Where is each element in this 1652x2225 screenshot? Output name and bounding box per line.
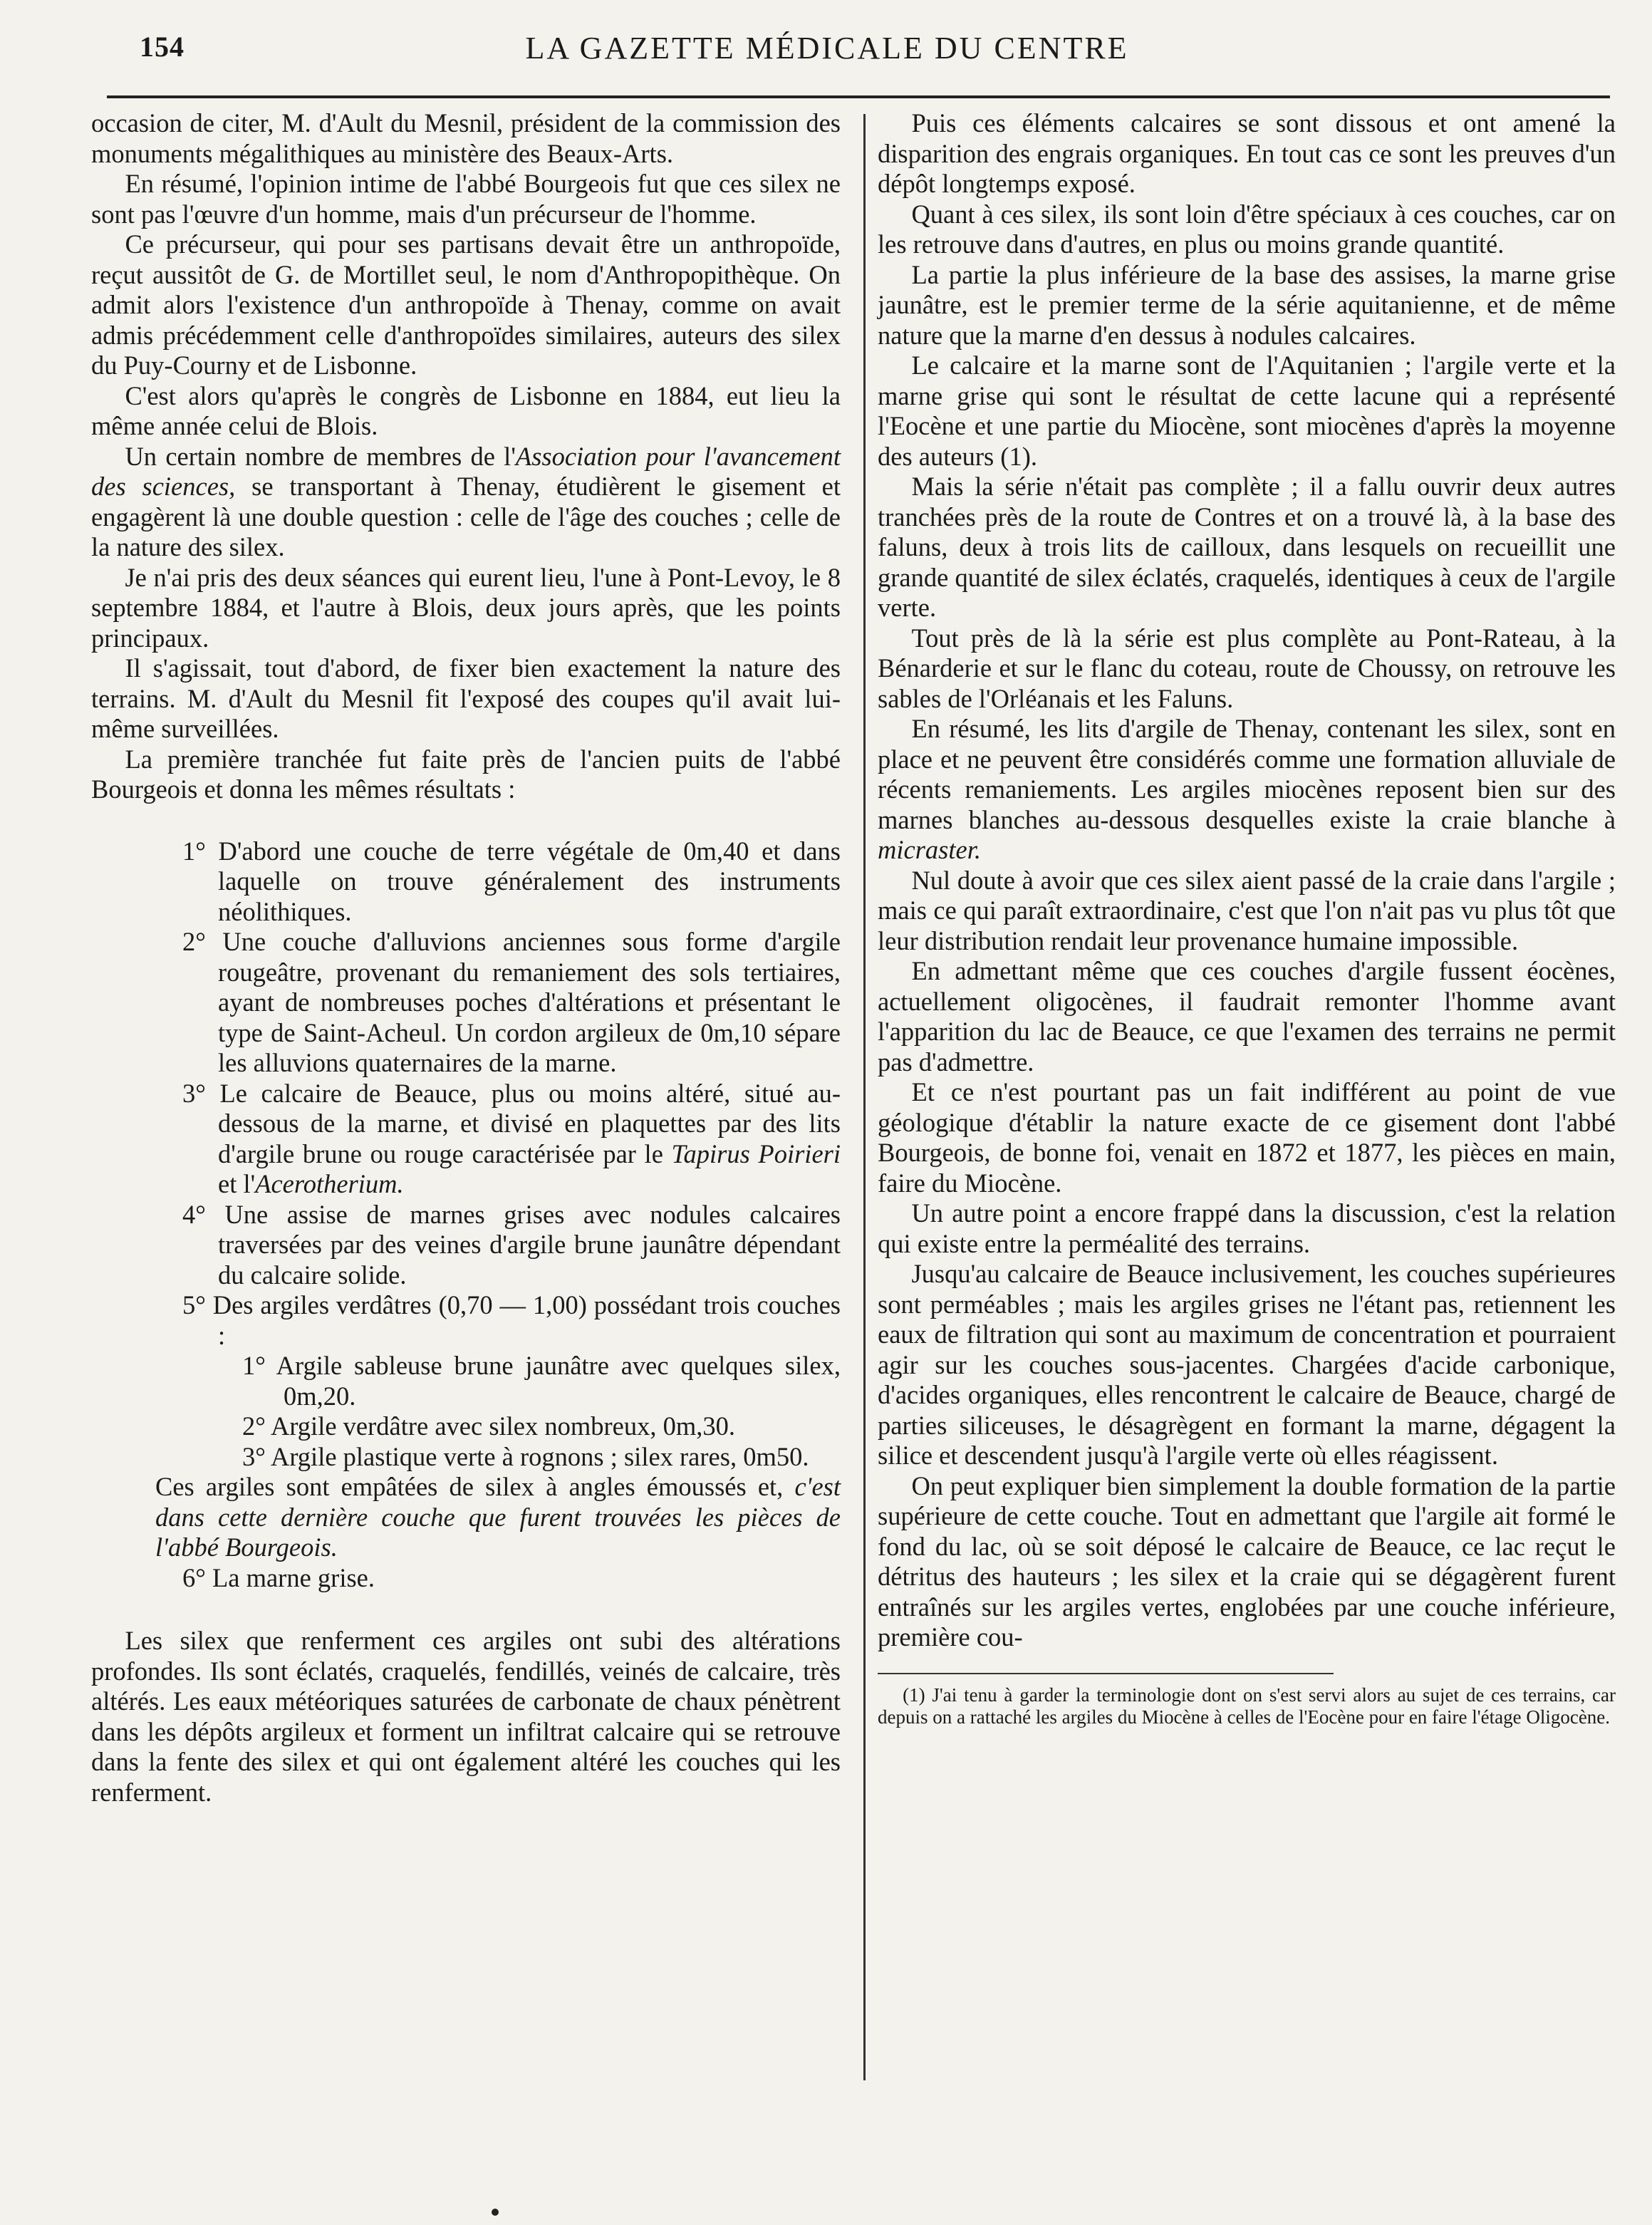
- list-item: [182, 1079, 841, 1200]
- paragraph: En résumé, l'opinion intime de l'abbé Bourgeois fut que ces silex ne sont pas l'œuvre d'un homme, mais d'un précurseur de l'homme.: [91, 169, 841, 229]
- list-item: 2° Une couche d'alluvions anciennes sous forme d'argile rougeâtre, provenant du remaniement des sols tertiaires, ayant de nombreuses poches d'altérations et présentant le type de Saint-Acheul. Un cordon argileux de 0m,10 sépare les alluvions quaternaires de la marne.: [182, 927, 841, 1077]
- header-rule: [107, 95, 1610, 98]
- list-item: 6° La marne grise.: [182, 1562, 375, 1592]
- right-column: [878, 108, 1616, 1728]
- ink-spot: [492, 2209, 499, 2216]
- left-column: [91, 108, 841, 1808]
- paragraph: En admettant même que ces couches d'argile fussent éocènes, actuellement oligocènes, il faudrait remonter l'homme avant l'apparition du lac de Beauce, ce que l'examen des terrains ne permit pas d'admettre.: [878, 956, 1616, 1077]
- paragraph: Et ce n'est pourtant pas un fait indifférent au point de vue géologique d'établir la nature exacte de ce gisement dont l'abbé Bourgeois, de bonne foi, venait en 1872 et 1877, les pièces en main, faire du Miocène.: [878, 1077, 1616, 1198]
- text-span: En résumé, les lits d'argile de Thenay, contenant les silex, sont en place et ne peuvent être considérés comme une formation alluviale de récents remaniements. Les argiles miocènes reposent bien sur des marnes blanches au-dessous desquelles existe la craie blanche à: [878, 714, 1616, 834]
- sub-list-item: 1° Argile sableuse brune jaunâtre avec quelques silex, 0m,20.: [242, 1351, 841, 1411]
- sub-list-item: 2° Argile verdâtre avec silex nombreux, 0m,30.: [242, 1411, 736, 1441]
- paragraph: Je n'ai pris des deux séances qui eurent lieu, l'une à Pont-Levoy, le 8 septembre 1884, et l'autre à Blois, deux jours après, que les points principaux.: [91, 562, 841, 653]
- italic-span: Acerotherium.: [255, 1169, 404, 1198]
- paragraph: occasion de citer, M. d'Ault du Mesnil, président de la commission des monuments mégalithiques au ministère des Beaux-Arts.: [91, 108, 841, 168]
- page-number: 154: [140, 31, 185, 63]
- text-span: Ces argiles sont empâtées de silex à angles émoussés et,: [155, 1472, 795, 1501]
- text-span: et l': [218, 1169, 256, 1198]
- sub-list-item: 3° Argile plastique verte à rognons ; silex rares, 0m50.: [242, 1441, 809, 1471]
- paragraph: [878, 714, 1616, 866]
- paragraph: Mais la série n'était pas complète ; il a fallu ouvrir deux autres tranchées près de la route de Contres et on a trouvé là, à la base des faluns, deux à trois lits de cailloux, dans lesquels on recueillit une grande quantité de silex éclatés, craquelés, identiques à ceux de l'argile verte.: [878, 472, 1616, 622]
- running-header: [140, 24, 1515, 74]
- list-item: 4° Une assise de marnes grises avec nodules calcaires traversées par des veines d'argile brune jaunâtre dépendant du calcaire solide.: [182, 1199, 841, 1290]
- paragraph: Le calcaire et la marne sont de l'Aquitanien ; l'argile verte et la marne grise qui sont le résultat de cette lacune qui a représenté l'Eocène et une partie du Miocène, sont miocènes d'après la moyenne des auteurs (1).: [878, 351, 1616, 471]
- paragraph: Nul doute à avoir que ces silex aient passé de la craie dans l'argile ; mais ce qui paraît extraordinaire, c'est que l'on n'ait pas vu plus tôt que leur distribution rendait leur provenance humaine impossible.: [878, 865, 1616, 955]
- italic-span: c'est dans cette dernière couche que furent trouvées les pièces de l'abbé Bourgeois.: [155, 1472, 841, 1562]
- paragraph: Il s'agissait, tout d'abord, de fixer bien exactement la nature des terrains. M. d'Ault du Mesnil fit l'exposé des coupes qu'il avait lui-même surveillées.: [91, 653, 841, 743]
- paragraph: [91, 442, 841, 563]
- paragraph: Puis ces éléments calcaires se sont dissous et ont amené la disparition des engrais organiques. En tout cas ce sont les preuves d'un dépôt longtemps exposé.: [878, 108, 1616, 198]
- paragraph: Tout près de là la série est plus complète au Pont-Rateau, à la Bénarderie et sur le flanc du coteau, route de Choussy, on retrouve les sables de l'Orléanais et les Faluns.: [878, 623, 1616, 713]
- text-span: se transportant à Thenay, étudièrent le gisement et engagèrent là une double question : celle de l'âge des couches ; celle de la nature des silex.: [91, 472, 841, 561]
- list-note: [155, 1472, 841, 1563]
- footnote: (1) J'ai tenu à garder la terminologie dont on s'est servi alors au sujet de ces terrains, car depuis on a rattaché les argiles du Miocène à celles de l'Eocène pour en faire l'étage Oligocène.: [878, 1684, 1616, 1728]
- list-item: 1° D'abord une couche de terre végétale de 0m,40 et dans laquelle on trouve généralement des instruments néolithiques.: [182, 836, 841, 926]
- paragraph: La première tranchée fut faite près de l'ancien puits de l'abbé Bourgeois et donna les mêmes résultats :: [91, 744, 841, 804]
- column-rule: [863, 114, 866, 2080]
- text-span: 3° Le calcaire de Beauce, plus ou moins altéré, situé au-dessous de la marne, et divisé en plaquettes par des lits d'argile brune ou rouge caractérisée par le: [182, 1078, 841, 1168]
- paragraph: C'est alors qu'après le congrès de Lisbonne en 1884, eut lieu la même année celui de Blois.: [91, 380, 841, 440]
- paragraph: Quant à ces silex, ils sont loin d'être spéciaux à ces couches, car on les retrouve dans d'autres, en plus ou moins grande quantité.: [878, 199, 1616, 259]
- paragraph: La partie la plus inférieure de la base des assises, la marne grise jaunâtre, est le premier terme de la série aquitanienne, et de même nature que la marne d'en dessus à nodules calcaires.: [878, 259, 1616, 350]
- text-span: Un certain nombre de membres de l': [125, 441, 516, 471]
- italic-span: Tapirus Poirieri: [671, 1139, 841, 1168]
- paragraph: Ce précurseur, qui pour ses partisans devait être un anthropoïde, reçut aussitôt de G. de Mortillet seul, le nom d'Anthropopithèque. On admit alors l'existence d'un anthropoïde à Thenay, comme on avait admis précédemment celle d'anthropoïdes similaires, auteurs des silex du Puy-Courny et de Lisbonne.: [91, 229, 841, 380]
- strata-list: [91, 836, 841, 1594]
- footnote-rule: [878, 1673, 1334, 1674]
- paragraph: Jusqu'au calcaire de Beauce inclusivement, les couches supérieures sont perméables ; mais les argiles grises ne l'étant pas, retiennent les eaux de filtration qui sont au maximum de concentration et pourraient agir sur les couches sous-jacentes. Chargées d'acide carbonique, d'acides organiques, elles rencontrent le calcaire de Beauce, chargé de parties siliceuses, le désagrègent en formant la marne, dégagent la silice et descendent jusqu'à l'argile verte où elles réagissent.: [878, 1259, 1616, 1470]
- paragraph: On peut expliquer bien simplement la double formation de la partie supérieure de cette couche. Tout en admettant que l'argile ait formé le fond du lac, où se soit déposé le calcaire de Beauce, ce lac reçut le détritus des hauteurs ; les silex et la craie qui se dégagèrent furent entraînés sur les argiles vertes, englobées par une couche inférieure, première cou-: [878, 1471, 1616, 1651]
- list-item: 5° Des argiles verdâtres (0,70 — 1,00) possédant trois couches :: [182, 1290, 841, 1350]
- italic-span: micraster.: [878, 835, 981, 864]
- paragraph: Les silex que renferment ces argiles ont subi des altérations profondes. Ils sont éclatés, craquelés, fendillés, veinés de calcaire, très altérés. Les eaux météoriques saturées de carbonate de chaux pénètrent dans les dépôts argileux et forment un infiltrat calcaire qui se retrouve dans la fente des silex et qui ont également altéré les couches qui les renferment.: [91, 1626, 841, 1807]
- paragraph: Un autre point a encore frappé dans la discussion, c'est la relation qui existe entre la perméalité des terrains.: [878, 1198, 1616, 1258]
- journal-title: LA GAZETTE MÉDICALE DU CENTRE: [525, 31, 1129, 66]
- italic-span: Association pour l'avancement des sciences,: [91, 441, 841, 501]
